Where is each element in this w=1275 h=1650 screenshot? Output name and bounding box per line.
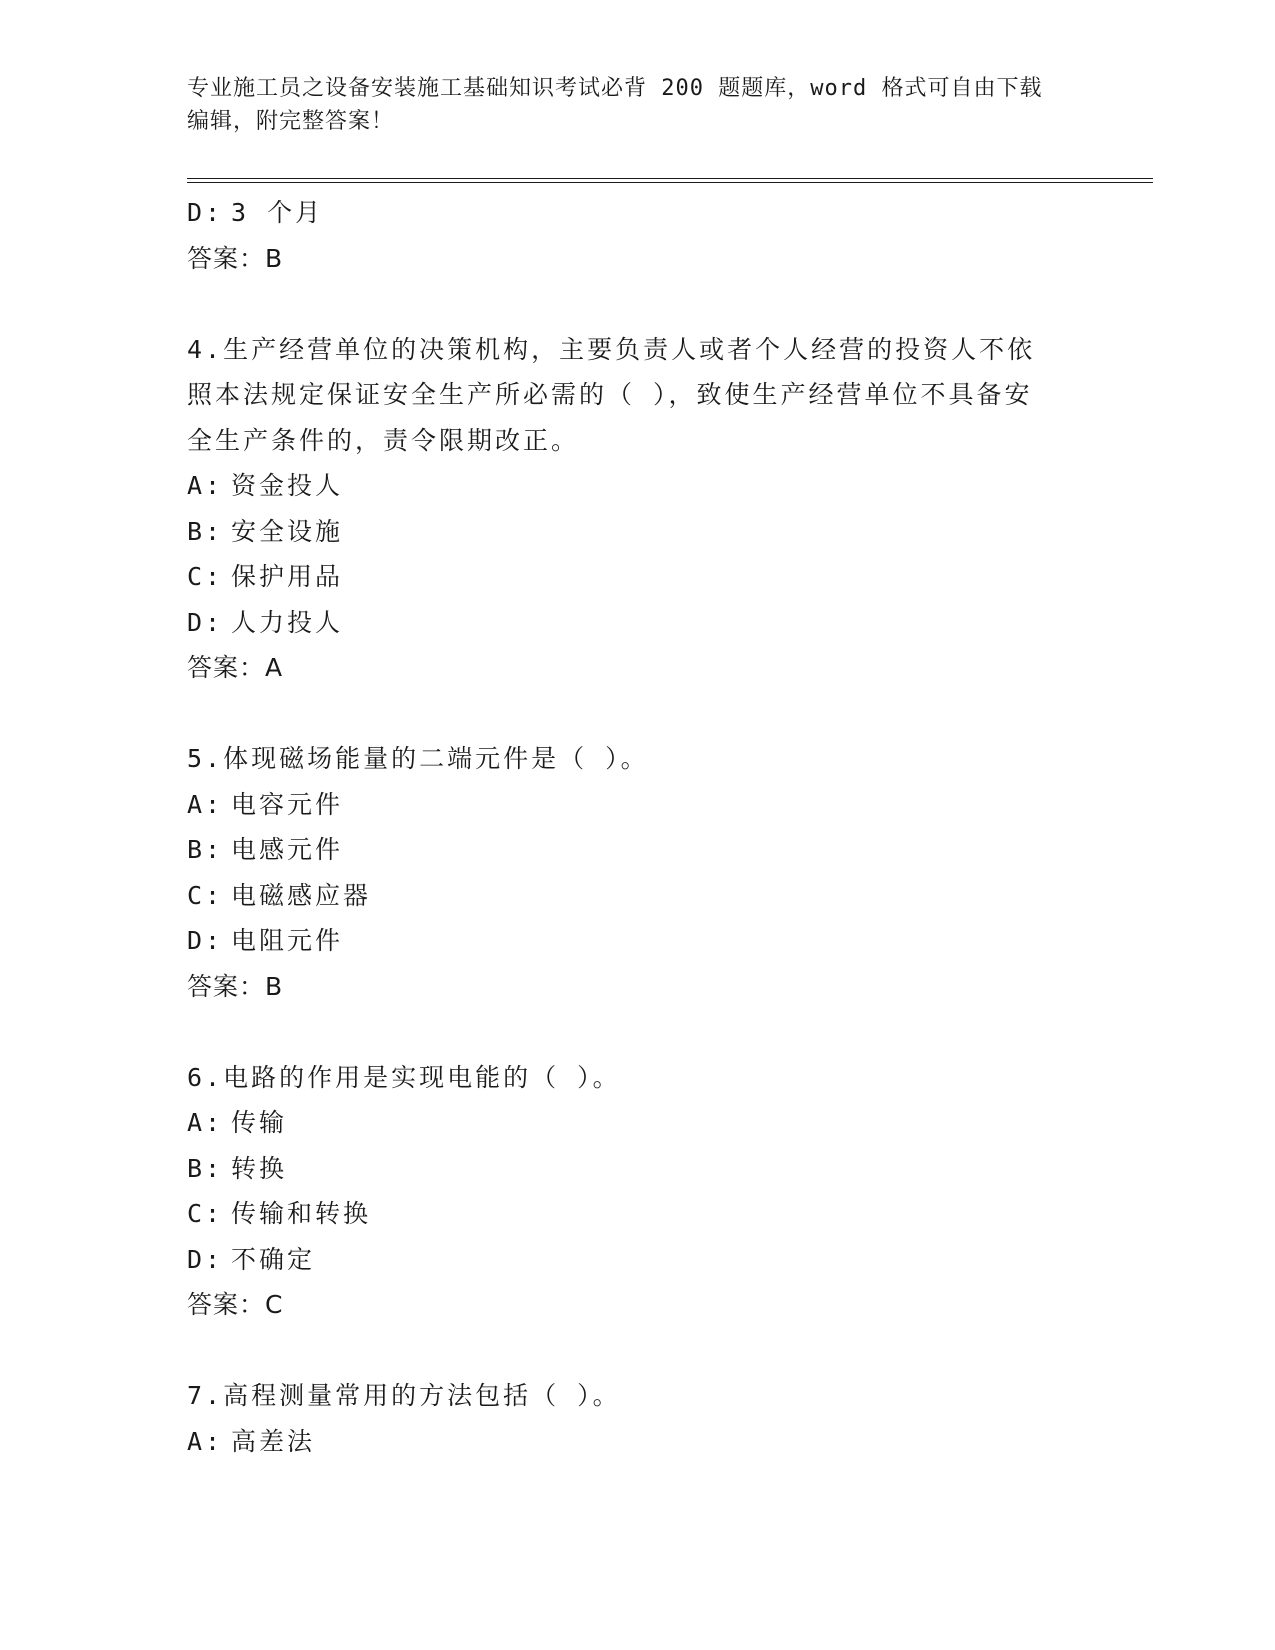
header-line-2: 编辑，附完整答案！ xyxy=(187,109,395,134)
option-row xyxy=(187,509,1087,555)
option-text: 传输和转换 xyxy=(231,1199,372,1228)
option-row xyxy=(187,1237,1087,1283)
question-line: 照本法规定保证安全生产所必需的（ ），致使生产经营单位不具备安 xyxy=(187,380,1033,409)
option-text: 安全设施 xyxy=(231,516,344,546)
document-header xyxy=(187,72,1087,138)
option-text: 电感元件 xyxy=(231,835,344,864)
question-line: 4.生产经营单位的决策机构，主要负责人或者个人经营的投资人不依 xyxy=(187,334,1036,364)
option-text: 3 个月 xyxy=(231,198,324,227)
option-key: A: xyxy=(187,789,224,819)
spacer xyxy=(187,1328,1087,1374)
question-block xyxy=(187,1373,1087,1464)
option-text: 人力投人 xyxy=(231,607,344,637)
question-text xyxy=(187,1373,1087,1419)
spacer xyxy=(187,281,1087,327)
option-text: 传输 xyxy=(231,1108,288,1137)
option-key: B: xyxy=(187,516,224,546)
option-row xyxy=(187,1146,1087,1192)
option-text: 高差法 xyxy=(231,1426,316,1456)
header-rule-bottom xyxy=(187,182,1153,183)
question-list xyxy=(187,190,1087,1464)
option-key: A: xyxy=(187,1108,224,1137)
option-text: 转换 xyxy=(231,1153,288,1183)
spacer xyxy=(187,1009,1087,1055)
question-line: 7.高程测量常用的方法包括（ ）。 xyxy=(187,1381,621,1410)
question-block xyxy=(187,1055,1087,1328)
option-key: D: xyxy=(187,198,224,227)
option-row xyxy=(187,918,1087,964)
option-text: 保护用品 xyxy=(231,562,344,591)
option-key: A: xyxy=(187,1426,224,1456)
option-text: 不确定 xyxy=(231,1244,316,1274)
option-row xyxy=(187,1191,1087,1237)
question-text xyxy=(187,736,1087,782)
option-key: D: xyxy=(187,926,224,955)
option-text: 电磁感应器 xyxy=(231,880,372,910)
option-text: 资金投人 xyxy=(231,471,344,500)
question-block xyxy=(187,736,1087,1009)
question-line: 5.体现磁场能量的二端元件是（ ）。 xyxy=(187,744,649,773)
header-line-1: 专业施工员之设备安装施工基础知识考试必背 200 题题库，word 格式可自由下载 xyxy=(187,76,1043,101)
question-line: 6.电路的作用是实现电能的（ ）。 xyxy=(187,1062,621,1092)
option-key: C: xyxy=(187,562,224,591)
option-row xyxy=(187,600,1087,646)
header-rule-top xyxy=(187,178,1153,179)
question-line: 全生产条件的，责令限期改正。 xyxy=(187,425,580,455)
option-row xyxy=(187,463,1087,509)
answer-line: 答案：A xyxy=(187,653,284,682)
option-row xyxy=(187,873,1087,919)
option-row xyxy=(187,190,1087,236)
option-row xyxy=(187,1419,1087,1465)
spacer xyxy=(187,691,1087,737)
option-key: D: xyxy=(187,607,224,637)
question-text xyxy=(187,327,1087,464)
question-block xyxy=(187,327,1087,691)
option-key: C: xyxy=(187,880,224,910)
option-key: A: xyxy=(187,471,224,500)
question-text xyxy=(187,1055,1087,1101)
option-text: 电阻元件 xyxy=(231,926,344,955)
answer-line: 答案：C xyxy=(187,1290,284,1319)
option-row xyxy=(187,554,1087,600)
option-key: D: xyxy=(187,1244,224,1274)
option-row xyxy=(187,1100,1087,1146)
option-row xyxy=(187,827,1087,873)
option-key: B: xyxy=(187,1153,224,1183)
option-row xyxy=(187,782,1087,828)
option-text: 电容元件 xyxy=(231,789,344,819)
option-key: B: xyxy=(187,835,224,864)
answer-line: 答案：B xyxy=(187,243,284,273)
option-key: C: xyxy=(187,1199,224,1228)
answer-line: 答案：B xyxy=(187,971,284,1001)
